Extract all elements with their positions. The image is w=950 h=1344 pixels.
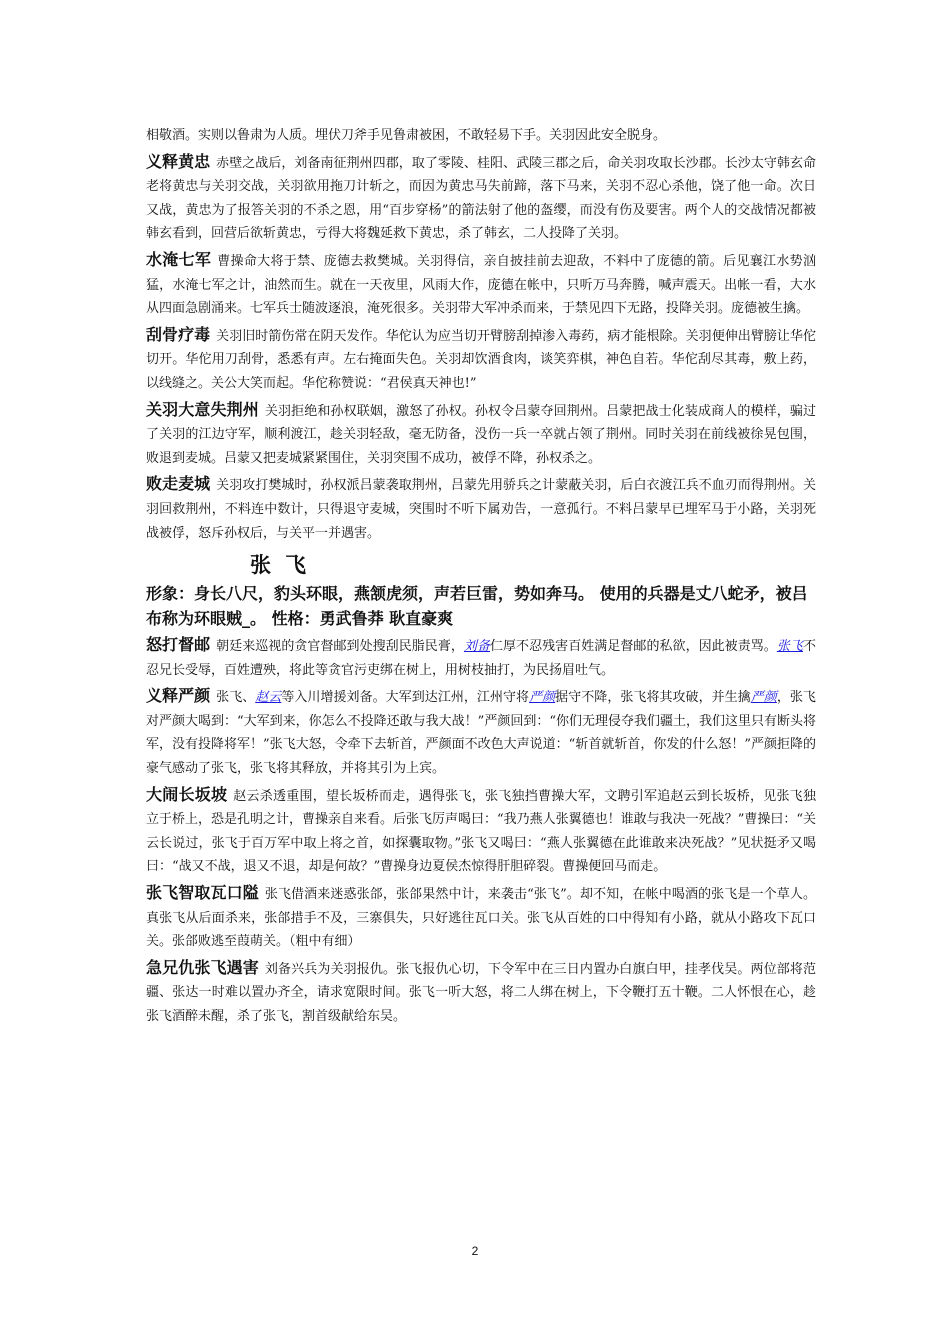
paragraph-zhang-fei-yu-hai	[146, 956, 816, 1029]
link-zhao-yun[interactable]: 赵云	[255, 690, 282, 706]
paragraph-heading: 关羽大意失荆州	[146, 399, 259, 419]
page-number: 2	[471, 1244, 479, 1258]
link-yan-yan-2[interactable]: 严颜	[750, 690, 777, 706]
paragraph-text: 不忍兄长受辱，百姓遭殃，将此等贪官污吏绑在树上，用树枝抽打，为民扬眉吐气。	[146, 639, 816, 678]
paragraph-yi-shi-yan-yan	[146, 684, 816, 780]
paragraph-heading: 水淹七军	[146, 249, 212, 269]
paragraph-text: 关羽旧时箭伤常在阴天发作。华佗认为应当切开臂膀刮掉渗入毒药，病才能根除。关羽便伸出臂膀让华佗切开。华佗用刀刮骨，悉悉有声。左右掩面失色。关羽却饮酒食肉，谈笑弈棋，神色自若。华佗刮尽其毒，敷上药，以线缝之。关公大笑而起。华佗称赞说：“君侯真天神也!”	[146, 328, 816, 391]
paragraph-text: 朝廷来巡视的贪官督邮到处搜刮民脂民膏，	[216, 639, 464, 655]
link-zhang-fei[interactable]: 张飞	[776, 639, 803, 655]
paragraph-heading: 怒打督邮	[146, 635, 211, 655]
paragraph-nu-da-du-you	[146, 633, 816, 682]
paragraph-text: 相敬酒。实则以鲁肃为人质。埋伏刀斧手见鲁肃被困，不敢轻易下手。关羽因此安全脱身。	[146, 128, 667, 143]
paragraph-gua-gu-liao-du	[146, 323, 816, 396]
paragraph-text: 等入川增援刘备。大军到达江州，江州守将	[281, 690, 530, 706]
paragraph-text: 张飞、	[216, 690, 256, 706]
paragraph-text: 张飞借酒来迷惑张郃，张郃果然中计，来袭击“张飞”。却不知，在帐中喝酒的张飞是一个草人。真张飞从后面杀来，张郃措手不及，三寨俱失，只好逃往瓦口关。张飞从百姓的口中得知有小路，就从小路攻下瓦口关。张郃败逃至葭萌关。（粗中有细）	[146, 887, 816, 950]
paragraph-text: 关羽拒绝和孙权联姻，激怒了孙权。孙权令吕蒙夺回荆州。吕蒙把战士化装成商人的模样，骗过了关羽的江边守军，顺利渡江，趁关羽轻敌，毫无防备，没伤一兵一卒就占领了荆州。同时关羽在前线被徐晃包围，败退到麦城。吕蒙又把麦城紧紧围住，关羽突围不成功，被俘不降，孙权杀之。	[146, 403, 816, 466]
paragraph-bai-zou-mai-cheng	[146, 472, 816, 545]
paragraph-heading: 刮骨疗毒	[146, 324, 211, 344]
paragraph-heading: 急兄仇张飞遇害	[146, 957, 259, 977]
paragraph-text: 赤壁之战后，刘备南征荆州四郡，取了零陵、桂阳、武陵三郡之后，命关羽攻取长沙郡。长沙太守韩玄命老将黄忠与关羽交战，关羽欲用拖刀计斩之，而因为黄忠马失前蹄，落下马来，关羽不忍心杀他，饶了他一命。次日又战，黄忠为了报答关羽的不杀之恩，用“百步穿杨”的箭法射了他的盔缨，而没有伤及要害。两个人的交战情况都被韩玄看到，回营后欲斩黄忠，亏得大将魏延救下黄忠，杀了韩玄，二人投降了关羽。	[146, 155, 816, 242]
paragraph-text: 曹操命大将于禁、庞德去救樊城。关羽得信，亲自披挂前去迎敌，不料中了庞德的箭。后见襄江水势汹猛，水淹七军之计，油然而生。就在一天夜里，风雨大作，庞德在帐中，只听万马奔腾，喊声震天。出帐一看，大水从四面急剧涌来。七军兵士随波逐浪，淹死很多。关羽带大军冲杀而来，于禁见四下无路，投降关羽。庞德被生擒。	[146, 253, 816, 317]
paragraph-heading: 大闹长坂坡	[146, 784, 228, 804]
paragraph-yi-shi-huang-zhong	[146, 150, 816, 246]
character-profile: 形象：身长八尺，豹头环眼，燕颔虎须，声若巨雷，势如奔马。 使用的兵器是丈八蛇矛，被吕布称为环眼贼_。 性格：勇武鲁莽 耿直豪爽	[146, 584, 808, 629]
link-liu-bei[interactable]: 刘备	[463, 639, 490, 655]
paragraph-chang-ban-po	[146, 783, 816, 879]
section-title: 张飞	[250, 553, 320, 578]
paragraph-wa-kou-ai	[146, 881, 816, 954]
paragraph-shi-jing-zhou	[146, 398, 816, 471]
paragraph-continuation	[146, 124, 816, 148]
paragraph-heading: 义释黄忠	[146, 151, 211, 171]
paragraph-text: ，张飞对严颜大喝到：“大军到来，你怎么不投降还敢与我大战！”严颜回到：“你们无理侵夺我们疆土，我们这里只有断头将军，没有投降将军！”张飞大怒，令牵下去斩首，严颜面不改色大声说道：“斩首就斩首，你发的什么怒！”严颜拒降的豪气感动了张飞，张飞将其释放，并将其引为上宾。	[146, 690, 816, 777]
paragraph-text: 仁厚不忍残害百姓满足督邮的私欲，因此被责骂。	[489, 639, 777, 655]
paragraph-heading: 败走麦城	[146, 474, 211, 494]
paragraph-text: 刘备兴兵为关羽报仇。张飞报仇心切，下令军中在三日内置办白旗白甲，挂孝伐吴。两位部将范疆、张达一时难以置办齐全，请求宽限时间。张飞一听大怒，将二人绑在树上，下令鞭打五十鞭。二人怀恨在心，趁张飞酒醉未醒，杀了张飞，割首级献给东吴。	[146, 961, 816, 1024]
paragraph-text: 赵云杀透重围，望长坂桥而走，遇得张飞，张飞独挡曹操大军，文聘引军追赵云到长坂桥，见张飞独立于桥上，恐是孔明之计，曹操亲自来看。后张飞厉声喝曰：“我乃燕人张翼德也！谁敢与我决一死战？”曹操曰：“关云长说过，张飞于百万军中取上将之首，如探囊取物。”张飞又喝曰：“燕人张翼德在此谁敢来决死战？”见状挺矛又喝曰：“战又不战，退又不退，却是何故？”曹操身边夏侯杰惊得肝胆碎裂。曹操便回马而走。	[146, 788, 816, 875]
paragraph-text: 关羽攻打樊城时，孙权派吕蒙袭取荆州，吕蒙先用骄兵之计蒙蔽关羽，后白衣渡江兵不血刃而得荆州。关羽回救荆州，不料连中数计，只得退守麦城，突围时不听下属劝告，一意孤行。不料吕蒙早已埋军马于小路，关羽死战被俘，怒斥孙权后，与关平一并遇害。	[146, 478, 816, 541]
paragraph-text: 据守不降，张飞将其攻破，并生擒	[555, 690, 751, 706]
paragraph-shui-yan-qi-jun	[146, 248, 816, 321]
document-body	[146, 124, 816, 1031]
paragraph-heading: 张飞智取瓦口隘	[146, 883, 259, 903]
link-yan-yan[interactable]: 严颜	[529, 690, 556, 706]
paragraph-heading: 义释严颜	[146, 686, 211, 706]
